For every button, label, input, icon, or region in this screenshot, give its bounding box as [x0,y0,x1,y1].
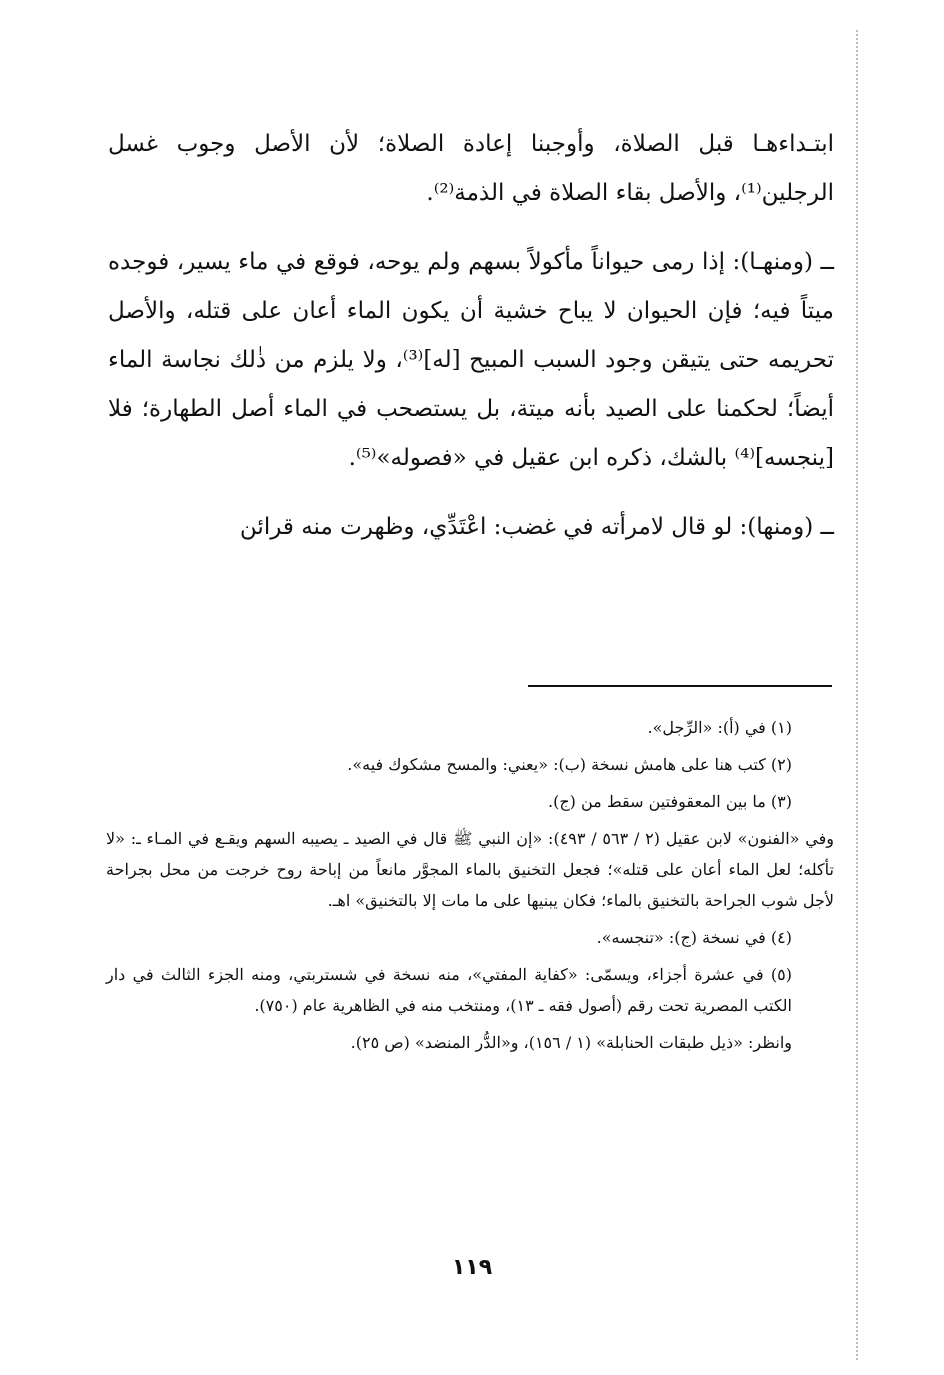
footnote-2: (٢) كتب هنا على هامش نسخة (ب): «يعني: والمسح مشكوك فيه». [347,755,792,774]
page-edge-dots [856,30,858,1360]
paragraph-3: ــ (ومنها): لو قال لامرأته في غضب: اعْتَدِّي، وظهرت منه قرائن [239,514,834,540]
paragraph-1: ابتـداءهـا قبل الصلاة، وأوجبنا إعادة الصلاة؛ لأن الأصل وجوب غسل الرجلين⁽¹⁾، والأصل بقاء الصلاة في الذمة⁽²⁾. [108,131,834,206]
footnote-3: (٣) ما بين المعقوفتين سقط من (ج). [548,792,792,811]
footnotes [106,712,834,1064]
footnote-separator [528,685,832,687]
footnote-1: (١) في (أ): «الرِّجل». [647,718,792,737]
footnote-4: (٤) في نسخة (ج): «تنجسه». [596,928,792,947]
footnote-5-see-also: وانظر: «ذيل طبقات الحنابلة» (١ / ١٥٦)، و«الدُّر المنضد» (ص ٢٥). [350,1033,792,1052]
paragraph-2: ــ (ومنهـا): إذا رمى حيواناً مأكولاً بسهم ولم يوحه، فوقع في ماء يسير، فوجده ميتاً فيه؛ فإن الحيوان لا يباح خشية أن يكون الماء أعان على قتله، والأصل تحريمه حتى يتيقن وجود السبب المبيح [له]⁽³⁾، ولا يلزم من ذٰلك نجاسة الماء أيضاً؛ لحكمنا على الصيد بأنه ميتة، بل يستصحب في الماء أصل الطهارة؛ فلا [ينجسه]⁽⁴⁾ بالشك، ذكره ابن عقيل في «فصوله»⁽⁵⁾. [108,249,834,471]
main-text [108,120,834,552]
footnote-3-continuation: وفي «الفنون» لابن عقيل (٢ / ٥٦٣ / ٤٩٣): «إن النبي ﷺ قال في الصيد ـ يصيبه السهم ويقـع في المـاء ـ: «لا تأكله؛ لعل الماء أعان على قتله»؛ فجعل التخنيق بالماء المجوَّر مانعاً من إباحة روح خرجت من محل بجراحة لأجل شوب الجراحة بالتخنيق بالماء؛ فكان يبنيها على ما مات إلا بالتخنيق» اهـ. [106,829,834,910]
page-number: ١١٩ [451,1255,493,1280]
footnote-5: (٥) في عشرة أجزاء، ويسمّى: «كفاية المفتي»، منه نسخة في شستربتي، ومنه الجزء الثالث في دار الكتب المصرية تحت رقم (أصول فقه ـ ١٣)، ومنتخب منه في الظاهرية عام (٧٥٠). [106,965,792,1015]
